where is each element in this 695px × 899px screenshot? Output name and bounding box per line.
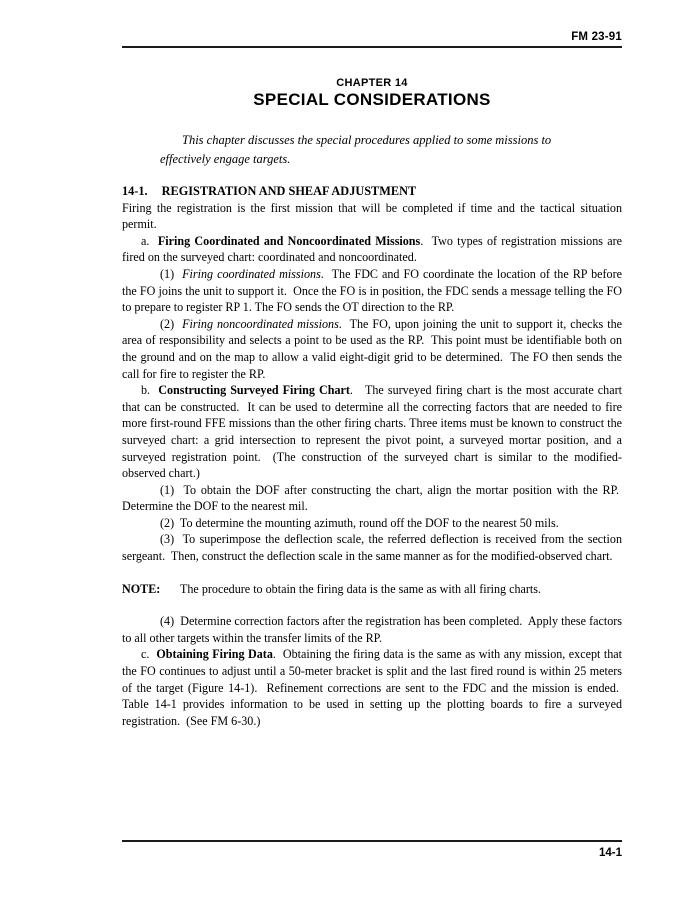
- paragraph-c: [122, 646, 622, 729]
- paragraph-text: (2) To determine the mounting azimuth, round off the DOF to the nearest 50 mils.: [160, 515, 559, 530]
- paragraph-b3: [122, 531, 622, 564]
- section-heading: [122, 183, 622, 200]
- paragraph-text: (3) To superimpose the deflection scale, the referred deflection is received from the section sergeant. Then, construct the deflection scale in the same manner as for the modified-observed chart.: [122, 532, 622, 564]
- paragraph-text: (1) To obtain the DOF after constructing the chart, align the mortar position with the RP. Determine the DOF to the nearest mil.: [122, 482, 622, 514]
- paragraph-text: . The FDC and FO coordinate the location of the RP before the FO joins the unit to support it. Once the FO is in position, the FDC sends a message telling the FO to prepare to register RP 1. The FO sends the OT direction to the RP.: [122, 266, 622, 315]
- paragraph-a: [122, 233, 622, 266]
- header-rule: [122, 46, 622, 48]
- chapter-number: CHAPTER 14: [336, 77, 408, 89]
- paragraph-text: (4) Determine correction factors after the registration has been completed. Apply these factors to all other targets within the transfer limits of the RP.: [122, 614, 622, 645]
- section-title: REGISTRATION AND SHEAF ADJUSTMENT: [161, 184, 417, 198]
- paragraph-text: . Obtaining the firing data is the same as with any mission, except that the FO continues to adjust until a 50-meter bracket is split and the last fired round is within 25 meters of the target (Figure 14-1). Refinement corrections are sent to the FDC and the mission is ended. Table 14-1 provides information to be used in setting up the plotting boards to fire a surveyed registration. (See FM 6-30.): [122, 647, 622, 728]
- document-id: FM 23-91: [571, 31, 622, 43]
- paragraph-a1: [122, 266, 622, 316]
- footer-rule: [122, 840, 622, 842]
- paragraph-b4: [122, 613, 622, 646]
- paragraph-heading-bold: Firing Coordinated and Noncoordinated Missions: [157, 233, 421, 248]
- paragraph-a2: [122, 316, 622, 382]
- note-text: The procedure to obtain the firing data is the same as with all firing charts.: [180, 581, 542, 596]
- page-number: 14-1: [598, 847, 622, 859]
- paragraph-b2: [122, 515, 622, 532]
- paragraph-b: [122, 382, 622, 482]
- paragraph-heading-bold: Obtaining Firing Data: [156, 647, 273, 662]
- list-label: b.: [141, 383, 159, 398]
- paragraph-text: . The FO, upon joining the unit to support it, checks the area of responsibility and selects a point to be used as the RP. This point must be identifiable both on the ground and on the map to allow a valid eight-digit grid to be determined. The FO then sends the call for fire to register the RP.: [122, 316, 622, 381]
- paragraph-b1: [122, 482, 622, 515]
- note-block: [122, 581, 622, 598]
- section-number: 14-1.: [122, 184, 148, 198]
- body-content: [122, 183, 622, 729]
- paragraph-text: Firing the registration is the first mission that will be completed if time and the tactical situation permit.: [122, 200, 622, 232]
- paragraph-lead: [122, 200, 622, 233]
- chapter-title: SPECIAL CONSIDERATIONS: [253, 90, 491, 109]
- paragraph-heading-italic: Firing noncoordinated missions: [182, 316, 339, 331]
- paragraph-text: . The surveyed firing chart is the most accurate chart that can be constructed. It can be used to determine all the correcting factors that are needed to fire more first-round FFE missions than the other firing charts. Three items must be known to construct the surveyed chart: a grid intersection to represent the pivot point, a surveyed mortar position, and a surveyed registration point. (The construction of the surveyed chart is similar to the modified-observed chart.): [122, 383, 622, 481]
- chapter-intro: This chapter discusses the special procedures applied to some missions to effectively engage targets.: [160, 133, 552, 166]
- list-label: c.: [141, 647, 157, 662]
- note-label: NOTE:: [122, 581, 161, 596]
- paragraph-heading-bold: Constructing Surveyed Firing Chart: [158, 383, 350, 398]
- paragraph-text: . Two types of registration missions are fired on the surveyed chart: coordinated and noncoordinated.: [122, 233, 622, 265]
- list-label: (2): [160, 316, 183, 331]
- list-label: (1): [160, 266, 183, 281]
- paragraph-heading-italic: Firing coordinated missions: [182, 266, 321, 281]
- list-label: a.: [141, 233, 158, 248]
